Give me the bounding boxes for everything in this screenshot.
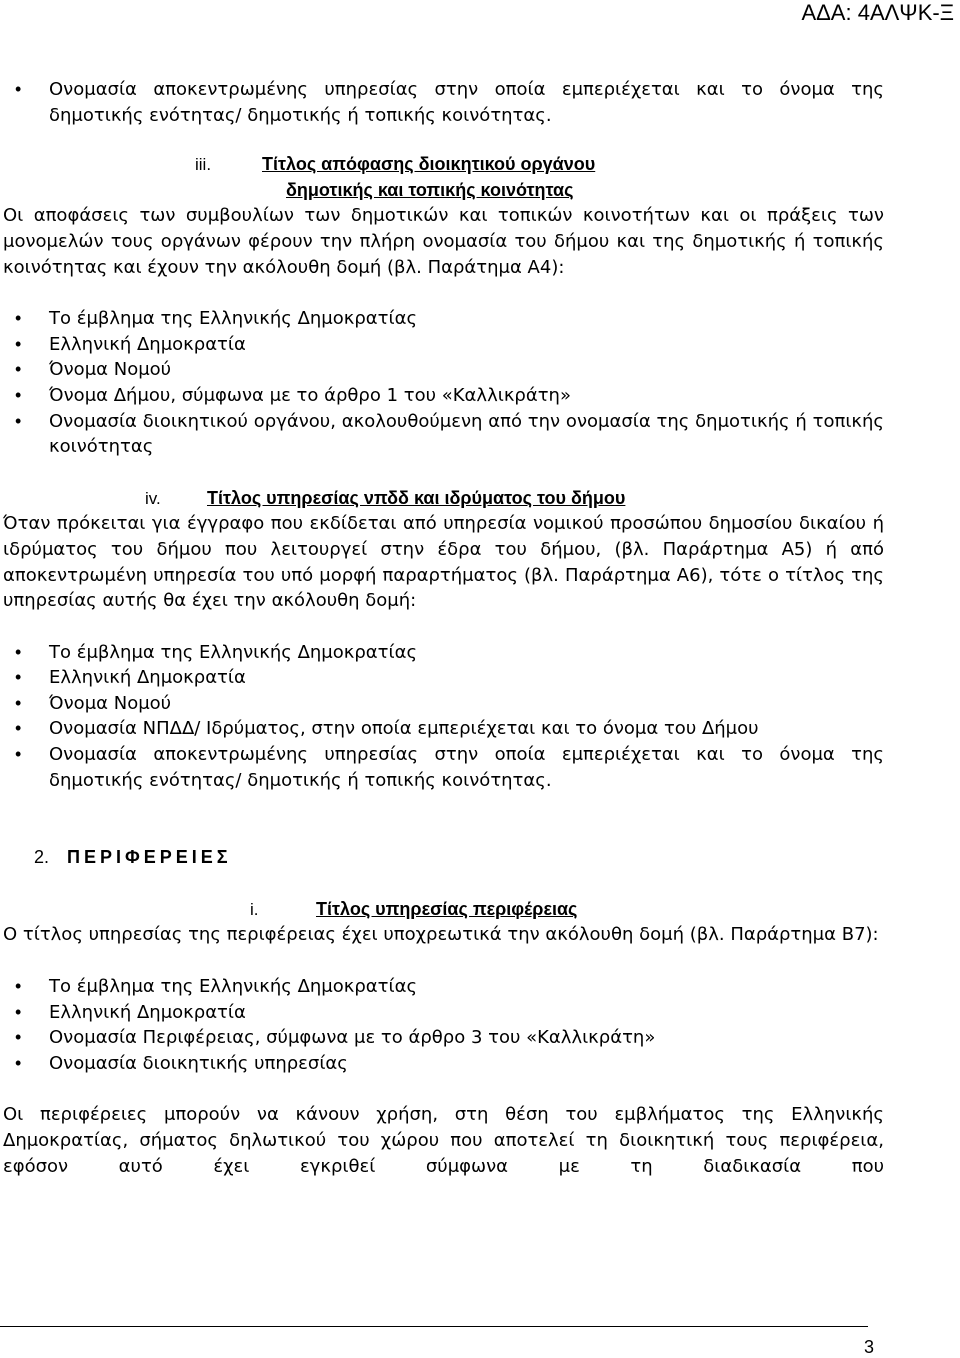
list-item: • Ονομασία αποκεντρωμένης υπηρεσίας στην οποία εμπεριέχεται και το όνομα της δημοτικής ενότητας/ δημοτικής ή τοπικής κοινότητας. [3, 77, 884, 128]
section-number: iv. [145, 488, 161, 508]
section-iii-paragraph: Οι αποφάσεις των συμβουλίων των δημοτικών και τοπικών κοινοτήτων και οι πράξεις των μονομελών τους οργάνων φέρουν την πλήρη ονομασία του δήμου και της δημοτικής ή τοπικής κοινότητας και έχουν την ακόλουθη δομή (βλ. Παράτημα Α4): [3, 205, 884, 278]
list-item: • Όνομα Νομού [3, 357, 884, 383]
list-item: • Ελληνική Δημοκρατία [3, 1000, 884, 1026]
intro-list [3, 77, 884, 128]
section-i-paragraph: Ο τίτλος υπηρεσίας της περιφέρειας έχει υποχρεωτικά την ακόλουθη δομή (βλ. Παράρτημα Β7): [3, 924, 879, 946]
list-item: • Ονομασία ΝΠΔΔ/ Ιδρύματος, στην οποία εμπεριέχεται και το όνομα του Δήμου [3, 716, 884, 742]
list-item: • Όνομα Νομού [3, 691, 884, 717]
section-iii-list [3, 306, 884, 460]
section-iv-heading [3, 486, 884, 512]
section-iv-paragraph: Όταν πρόκειται για έγγραφο που εκδίδεται από υπηρεσία νομικού προσώπου δημοσίου δικαίου ή ιδρύματος του δήμου που λειτουργεί στην έδρα του δήμου, (βλ. Παράρτημα Α5) ή από αποκεντρωμένη υπηρεσία του υπό μορφή παραρτήματος (βλ. Παράρτημα Α6), τότε ο τίτλος της υπηρεσίας αυτής θα έχει την ακόλουθη δομή: [3, 513, 884, 612]
list-item: • Το έμβλημα της Ελληνικής Δημοκρατίας [3, 640, 884, 666]
footer-divider [0, 1326, 868, 1327]
list-item: • Ονομασία διοικητικής υπηρεσίας [3, 1051, 884, 1077]
section-title: Τίτλος υπηρεσίας περιφέρειας [316, 898, 578, 919]
section-title: Τίτλος υπηρεσίας νπδδ και ιδρύματος του δήμου [207, 487, 626, 508]
list-item: • Το έμβλημα της Ελληνικής Δημοκρατίας [3, 306, 884, 332]
page-content [3, 77, 884, 1179]
section-2-heading [3, 845, 884, 871]
section-number: 2. [34, 847, 50, 868]
section-i-heading [3, 897, 884, 923]
section-number: i. [250, 899, 259, 919]
list-item: • Το έμβλημα της Ελληνικής Δημοκρατίας [3, 974, 884, 1000]
section-iii-heading [3, 152, 884, 178]
section-number: iii. [195, 155, 212, 175]
section-i-list [3, 974, 884, 1076]
list-item: • Ονομασία διοικητικού οργάνου, ακολουθούμενη από την ονομασία της δημοτικής ή τοπικής κοινότητας [3, 409, 884, 460]
section-iii-subtitle: δημοτικής και τοπικής κοινότητας [286, 179, 574, 200]
section-title: ΠΕΡΙΦΕΡΕΙΕΣ [67, 847, 232, 868]
list-item: • Όνομα Δήμου, σύμφωνα με το άρθρο 1 του «Καλλικράτη» [3, 383, 884, 409]
list-item: • Ελληνική Δημοκρατία [3, 665, 884, 691]
list-item: • Ελληνική Δημοκρατία [3, 332, 884, 358]
list-item: • Ονομασία Περιφέρειας, σύμφωνα με το άρθρο 3 του «Καλλικράτη» [3, 1025, 884, 1051]
section-title: Τίτλος απόφασης διοικητικού οργάνου [262, 154, 596, 175]
list-item: • Ονομασία αποκεντρωμένης υπηρεσίας στην οποία εμπεριέχεται και το όνομα της δημοτικής ενότητας/ δημοτικής ή τοπικής κοινότητας. [3, 742, 884, 793]
page-number: 3 [863, 1337, 874, 1357]
ada-code: ΑΔΑ: 4ΑΛΨΚ-Ξ [801, 0, 954, 25]
section-iv-list [3, 640, 884, 794]
closing-paragraph: Οι περιφέρειες μπορούν να κάνουν χρήση, στη θέση του εμβλήματος της Ελληνικής Δημοκρατίας, σήματος δηλωτικού του χώρου που αποτελεί τη διοικητική τους περιφέρεια, εφόσον αυτό έχει εγκριθεί σύμφωνα με τη διαδικασία που [3, 1104, 884, 1177]
